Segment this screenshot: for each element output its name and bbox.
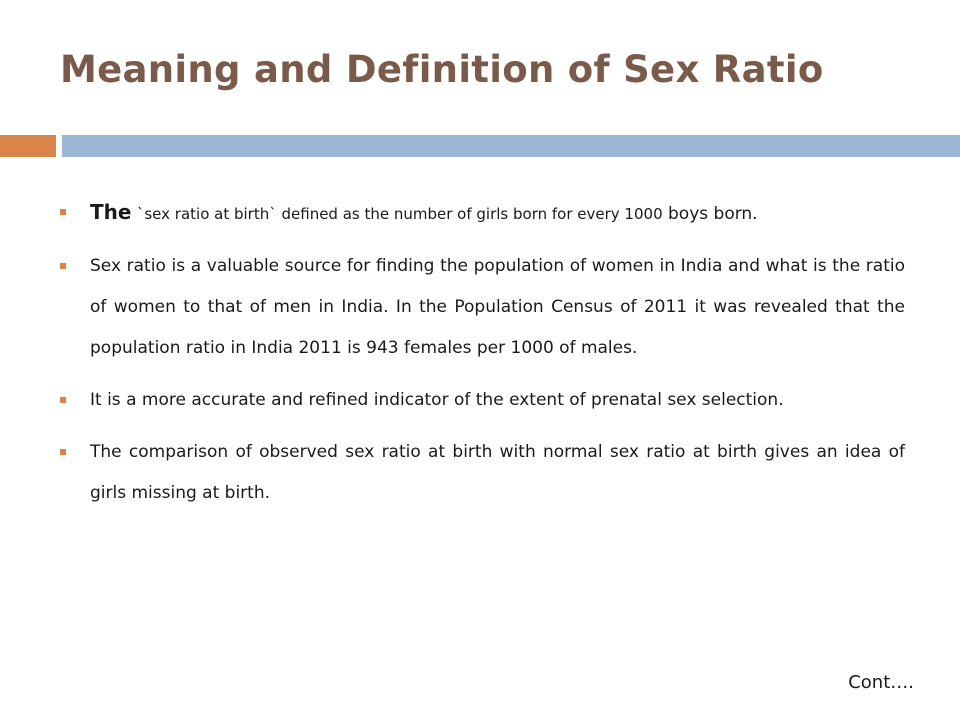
bullet-text: boys born. <box>668 204 758 224</box>
bullet-text: It is a more accurate and refined indicator of the extent of prenatal sex selection. <box>90 390 784 410</box>
bullet-list <box>60 192 905 525</box>
title-accent-bar-left <box>0 135 56 157</box>
bullet-item <box>60 246 905 369</box>
bullet-item <box>60 380 905 421</box>
square-bullet-icon <box>60 449 66 455</box>
slide-title: Meaning and Definition of Sex Ratio <box>60 48 824 91</box>
square-bullet-icon <box>60 397 66 403</box>
square-bullet-icon <box>60 209 66 215</box>
bullet-item <box>60 192 905 235</box>
bullet-item <box>60 432 905 514</box>
title-accent-bar-right <box>62 135 960 157</box>
square-bullet-icon <box>60 263 66 269</box>
bullet-text: The comparison of observed sex ratio at birth with normal sex ratio at birth gives an idea of girls missing at birth. <box>90 442 905 503</box>
bullet-lead-word: The <box>90 200 132 224</box>
continued-label: Cont…. <box>848 672 914 693</box>
bullet-text: Sex ratio is a valuable source for finding the population of women in India and what is the ratio of women to that of men in India. In the Population Census of 2011 it was revealed that the population ratio in India 2011 is 943 females per 1000 of males. <box>90 256 905 358</box>
bullet-text: `sex ratio at birth` defined as the number of girls born for every 1000 <box>136 205 663 223</box>
